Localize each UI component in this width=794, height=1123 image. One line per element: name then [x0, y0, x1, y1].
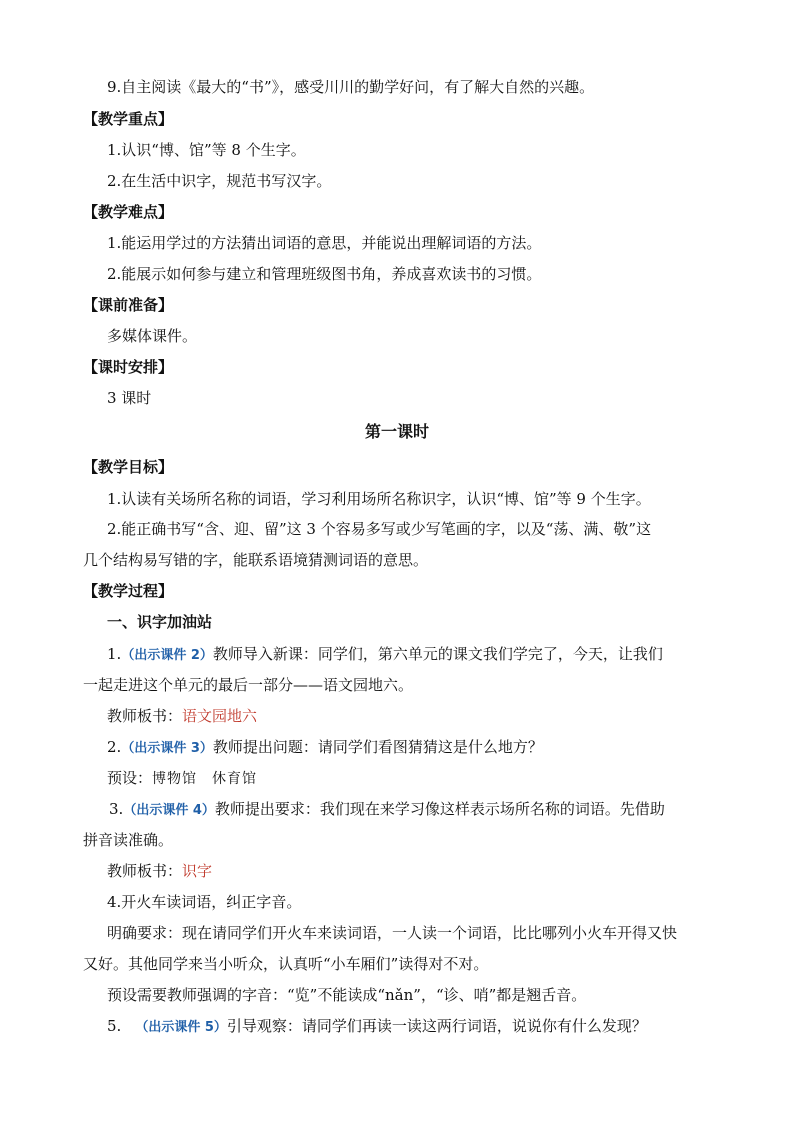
paragraph-step-2: [107, 736, 543, 760]
step-text: 引导观察：请同学们再读一读这两行词语，说说你有什么发现？: [226, 1017, 647, 1035]
step-number: 2.: [107, 738, 122, 756]
courseware-tag: （出示课件 2）: [121, 648, 213, 663]
section-heading-difficulties: 【教学难点】: [83, 203, 174, 221]
section-heading-key-points: 【教学重点】: [83, 110, 174, 128]
text-line: 1.能运用学过的方法猜出词语的意思，并能说出理解词语的方法。: [107, 234, 542, 252]
text-line: 3 课时: [107, 389, 152, 407]
step-text: 教师提出要求：我们现在来学习像这样表示场所名称的词语。先借助: [214, 800, 665, 818]
text-line: 预设需要教师强调的字音：“览”不能读成“nǎn”，“诊、哨”都是翘舌音。: [107, 986, 587, 1004]
paragraph-step-5: [107, 1015, 647, 1039]
subsection-heading: 一、识字加油站: [107, 613, 213, 631]
text-line: 明确要求：现在请同学们开火车来读词语，一人读一个词语，比比哪列小火车开得又快: [107, 924, 678, 942]
section-heading-process: 【教学过程】: [83, 582, 174, 600]
text-line: 又好。其他同学来当小听众，认真听“小车厢们”读得对不对。: [83, 955, 489, 973]
courseware-tag: （出示课件 4）: [123, 803, 215, 818]
courseware-tag: （出示课件 3）: [121, 741, 213, 756]
step-text: 教师导入新课：同学们，第六单元的课文我们学完了，今天，让我们: [212, 645, 663, 663]
step-number: 5.: [107, 1017, 122, 1035]
step-number: 3.: [109, 800, 124, 818]
text-line: 几个结构易写错的字，能联系语境猜测词语的意思。: [83, 551, 429, 569]
step-text: 教师提出问题：请同学们看图猜猜这是什么地方？: [212, 738, 543, 756]
text-line: 4.开火车读词语，纠正字音。: [107, 893, 302, 911]
section-heading-preparation: 【课前准备】: [83, 296, 174, 314]
board-writing-2: [107, 860, 212, 882]
preset-label: 预设：: [107, 769, 153, 787]
text-line: 一起走进这个单元的最后一部分——语文园地六。: [83, 676, 414, 694]
board-text: 识字: [182, 862, 213, 880]
step-number: 1.: [107, 645, 122, 663]
lesson-title: 第一课时: [364, 422, 429, 441]
text-line: 1.认识“博、馆”等 8 个生字。: [107, 141, 306, 159]
preset-text: 博物馆 休育馆: [152, 771, 258, 787]
board-writing-1: [107, 705, 257, 727]
courseware-tag: （出示课件 5）: [135, 1020, 227, 1035]
section-heading-objectives: 【教学目标】: [83, 458, 174, 476]
board-label: 教师板书：: [107, 707, 183, 725]
section-heading-schedule: 【课时安排】: [83, 358, 174, 376]
text-line: 2.在生活中识字，规范书写汉字。: [107, 172, 332, 190]
text-line: 2.能展示如何参与建立和管理班级图书角，养成喜欢读书的习惯。: [107, 265, 542, 283]
text-line: 9.自主阅读《最大的“书”》，感受川川的勤学好问，有了解大自然的兴趣。: [107, 78, 595, 96]
paragraph-step-1: [107, 643, 663, 667]
board-label: 教师板书：: [107, 862, 183, 880]
text-line: 2.能正确书写“含、迎、留”这 3 个容易多写或少写笔画的字，以及“荡、满、敬”这: [107, 520, 652, 538]
text-line: 拼音读准确。: [83, 831, 174, 849]
text-line: 1.认读有关场所名称的词语，学习利用场所名称识字，认识“博、馆”等 9 个生字。: [107, 490, 651, 508]
paragraph-step-3: [109, 798, 665, 822]
board-text: 语文园地六: [182, 707, 258, 725]
text-line: 多媒体课件。: [107, 327, 198, 345]
preset-answer: [107, 767, 257, 790]
